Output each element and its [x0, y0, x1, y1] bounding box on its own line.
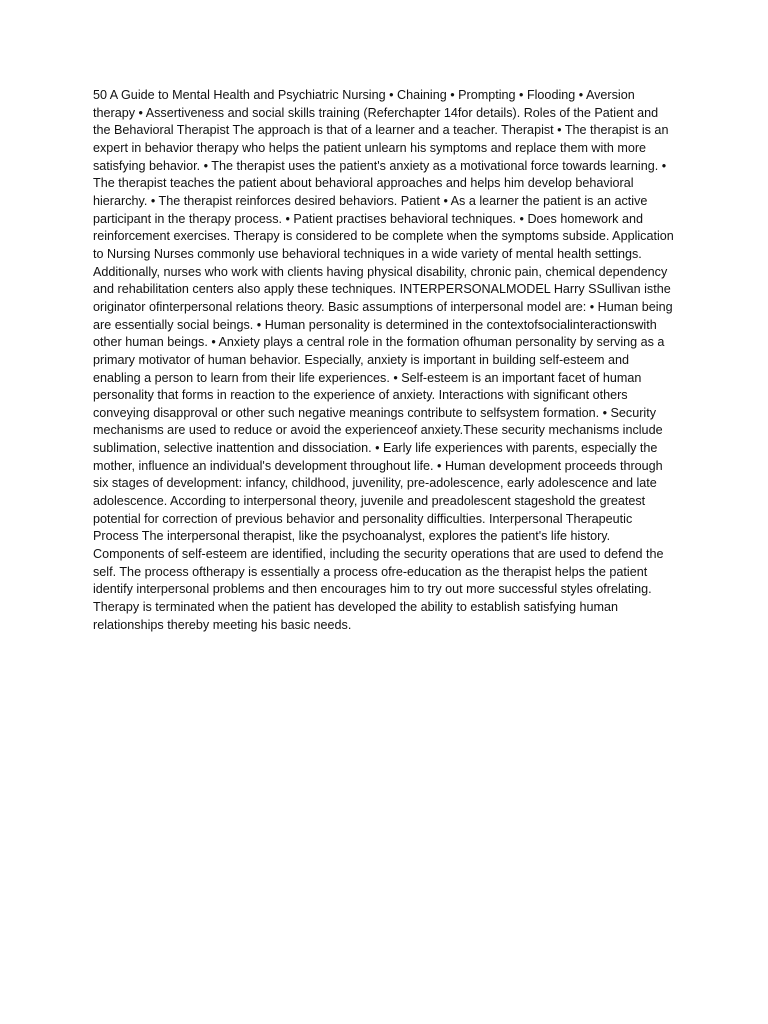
body-text: 50 A Guide to Mental Health and Psychiatric Nursing • Chaining • Prompting • Flooding • Aversion therapy • Assertiveness and social skills training (Referchapter 14for details). Roles of the Patient and the Behavioral Therapist The approach is that of a learner and a teacher. Therapist • The therapist is an expert in behavior therapy who helps the patient unlearn his symptoms and replace them with more satisfying behavior. • The therapist uses the patient's anxiety as a motivational force towards learning. • The therapist teaches the patient about behavioral approaches and helps him develop behavioral hierarchy. • The therapist reinforces desired behaviors. Patient • As a learner the patient is an active participant in the therapy process. • Patient practises behavioral techniques. • Does homework and reinforcement exercises. Therapy is considered to be complete when the symptoms subside. Application to Nursing Nurses commonly use behavioral techniques in a wide variety of mental health settings. Additionally, nurses who work with clients having physical disability, chronic pain, chemical dependency and rehabilitation centers also apply these techniques. INTERPERSONALMODEL Harry SSullivan isthe originator ofinterpersonal relations theory. Basic assumptions of interpersonal model are: • Human being are essentially social beings. • Human personality is determined in the contextofsocialinteractionswith other human beings. • Anxiety plays a central role in the formation ofhuman personality by serving as a primary motivator of human behavior. Especially, anxiety is important in building self-esteem and enabling a person to learn from their life experiences. • Self-esteem is an important facet of human personality that forms in reaction to the experience of anxiety. Interactions with significant others conveying disapproval or other such negative meanings contribute to selfsystem formation. • Security mechanisms are used to reduce or avoid the experienceof anxiety.These security mechanisms include sublimation, selective inattention and dissociation. • Early life experiences with parents, especially the mother, influence an individual's development throughout life. • Human development proceeds through six stages of development: infancy, childhood, juvenility, pre-adolescence, early adolescence and late adolescence. According to interpersonal theory, juvenile and preadolescent stageshold the greatest potential for correction of previous behavior and personality difficulties. Interpersonal Therapeutic Process The interpersonal therapist, like the psychoanalyst, explores the patient's life history. Components of self-esteem are identified, including the security operations that are used to defend the self. The process oftherapy is essentially a process ofre-education as the therapist helps the patient identify interpersonal problems and then encourages him to try out more successful styles ofrelating. Therapy is terminated when the patient has developed the ability to establish satisfying human relationships thereby meeting his basic needs.: [93, 88, 674, 632]
